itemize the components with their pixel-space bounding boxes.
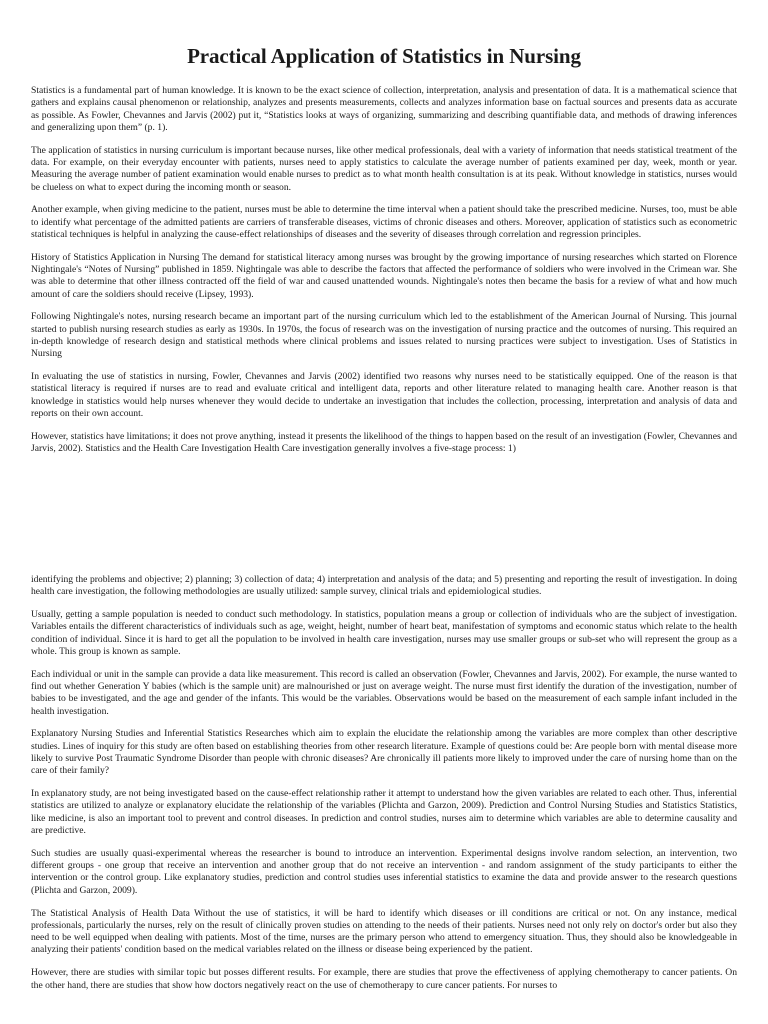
paragraph: Statistics is a fundamental part of human knowledge. It is known to be the exact science of collection, interpretation, analysis and presentation of data. It is a mathematical science that gathers and explains causal phenomenon or relationship, analyzes and presents measurements, collects and analyzes information base on factual sources and presents data as accurate as possible. As Fowler, Chevannes and Jarvis (2002) put it, “Statistics looks at ways of organizing, summarizing and describing quantifiable data, and methods of drawing inferences and generalizing upon them” (p. 1). [31, 85, 737, 133]
paragraph: Explanatory Nursing Studies and Inferential Statistics Researches which aim to explain the elucidate the relationship among the variables are more complex than other descriptive studies. Lines of inquiry for this study are often based on establishing theories from other research literature. Example of questions could be: Are people born with mental disease more likely to survive Post Traumatic Syndrome Disorder than people with chronic diseases? Are chronically ill patients more likely to improved under the care of nursing home than on the care of their family? [31, 728, 737, 777]
paragraph: Such studies are usually quasi-experimental whereas the researcher is bound to introduce an intervention. Experimental designs involve random selection, an intervention, two different groups - one group that receive an intervention and another group that do not receive an intervention - and random assignment of the study participants to either the intervention or the control group. Like explanatory studies, prediction and control studies uses inferential statistics to examine the data and provide answer to the research questions (Plichta and Garzon, 2009). [31, 847, 737, 896]
paragraph: Another example, when giving medicine to the patient, nurses must be able to determine the time interval when a patient should take the prescribed medicine. Nurses, too, must be able to identify what percentage of the admitted patients are carriers of transferable diseases, victims of chronic diseases and others. Moreover, application of statistics such as econometric statistical techniques is helpful in analyzing the cause-effect relationships of diseases and the severity of diseases through correlation and regression principles. [31, 204, 737, 240]
paragraph: The application of statistics in nursing curriculum is important because nurses, like other medical professionals, deal with a variety of information that needs statistical treatment of the data. For example, on their everyday encounter with patients, nurses need to apply statistics to calculate the average number of patients examined per day, week, month or year. Measuring the average number of patient examination would enable nurses to predict as to what month health consultation is at its peak. Without knowledge in statistics, nurses would be clueless on what to expect during the incoming month or season. [31, 144, 737, 193]
page-two-body [31, 574, 737, 1002]
paragraph: Usually, getting a sample population is needed to conduct such methodology. In statistics, population means a group or collection of individuals who are the subject of investigation. Variables entails the different characteristics of individuals such as age, weight, height, number of heart beat, manifestation of symptoms and economic status which relate to the health condition of individual. Since it is hard to get all the population to be involved in health care investigation, nurses may use smaller groups or sub-set who will represent the group as a whole. This group is known as sample. [31, 609, 737, 657]
page-one-body [31, 85, 737, 466]
page-one-region [0, 0, 768, 505]
paragraph: In evaluating the use of statistics in nursing, Fowler, Chevannes and Jarvis (2002) identified two reasons why nurses need to be statistically equipped. One of the reason is that statistical literacy is required if nurses are to read and evaluate critical and intelligent data, reports and other literature related to managing health care. Another reason is that knowledge in statistics would help nurses whenever they would decide to undertake an investigation that includes the collection, processing, interpretation and analysis of data and reports on their own account. [31, 371, 737, 420]
paragraph: History of Statistics Application in Nursing The demand for statistical literacy among nurses was brought by the growing importance of nursing researches which started on Florence Nightingale's “Notes of Nursing” published in 1859. Nightingale was able to describe the factors that affected the performance of soldiers who were involved in the Crimean war. She was able to determine that other illness contracted off the field of war and caused unattended wounds. Nightingale's notes then became the basis for a review of what and how much amount of care the soldiers should receive (Lipsey, 1993). [31, 251, 737, 300]
paragraph: Following Nightingale's notes, nursing research became an important part of the nursing curriculum which led to the establishment of the American Journal of Nursing. This journal started to publish nursing research studies as early as 1930s. In 1970s, the focus of research was on the investigation of nursing practice and the outcomes of nursing. This required an in-depth knowledge of research design and statistical methods where clinical problems and issues related to nursing practices were subject to investigation. Uses of Statistics in Nursing [31, 311, 737, 360]
document-title: Practical Application of Statistics in Nursing [187, 44, 581, 68]
paragraph: However, there are studies with similar topic but posses different results. For example, there are studies that prove the effectiveness of applying chemotherapy to cancer patients. On the other hand, there are studies that show how doctors negatively react on the use of chemotherapy to cure cancer patients. For nurses to [31, 967, 737, 991]
paragraph: In explanatory study, are not being investigated based on the cause-effect relationship rather it attempt to understand how the given variables are related to each other. Thus, inferential statistics are utilized to analyze or explanatory elucidate the relationship of the variables (Plichta and Garzon, 2009). Prediction and Control Nursing Studies and Statistics Statistics, like medicine, is also an important tool to prevent and control diseases. In prediction and control studies, nurses aim to determine which variables are able to determine causality and are predictive. [31, 788, 737, 837]
paragraph: However, statistics have limitations; it does not prove anything, instead it presents the likelihood of the things to happen based on the result of an investigation (Fowler, Chevannes and Jarvis, 2002). Statistics and the Health Care Investigation Health Care investigation generally involves a five-stage process: 1) [31, 430, 737, 455]
paragraph: Each individual or unit in the sample can provide a data like measurement. This record is called an observation (Fowler, Chevannes and Jarvis, 2002). For example, the nurse wanted to find out whether Generation Y babies (which is the sample unit) are malnourished or just on average weight. The nurse must first identify the duration of the investigation, number of babies to be investigated, and the age and gender of the infants. This would be the variables. Observations would be based on the measurement of each sample infant included in the health investigation. [31, 668, 737, 717]
paragraph: The Statistical Analysis of Health Data Without the use of statistics, it will be hard to identify which diseases or ill conditions are critical or not. On any instance, medical professionals, particularly the nurses, rely on the result of clinically proven studies on attending to the needs of their patients. Nurses need not only rely on doctor's order but also they need to be well equipped when dealing with patients. Most of the time, nurses are the primary person who attend to emergency situation. Thus, they should also be knowledgeable in analyzing their patients' condition based on the medical variables related on the illness or disease being experienced by the patient. [31, 907, 737, 956]
paragraph: identifying the problems and objective; 2) planning; 3) collection of data; 4) interpretation and analysis of the data; and 5) presenting and reporting the result of investigation. In doing health care investigation, the following methodologies are usually utilized: sample survey, clinical trials and epidemiological studies. [31, 574, 737, 598]
